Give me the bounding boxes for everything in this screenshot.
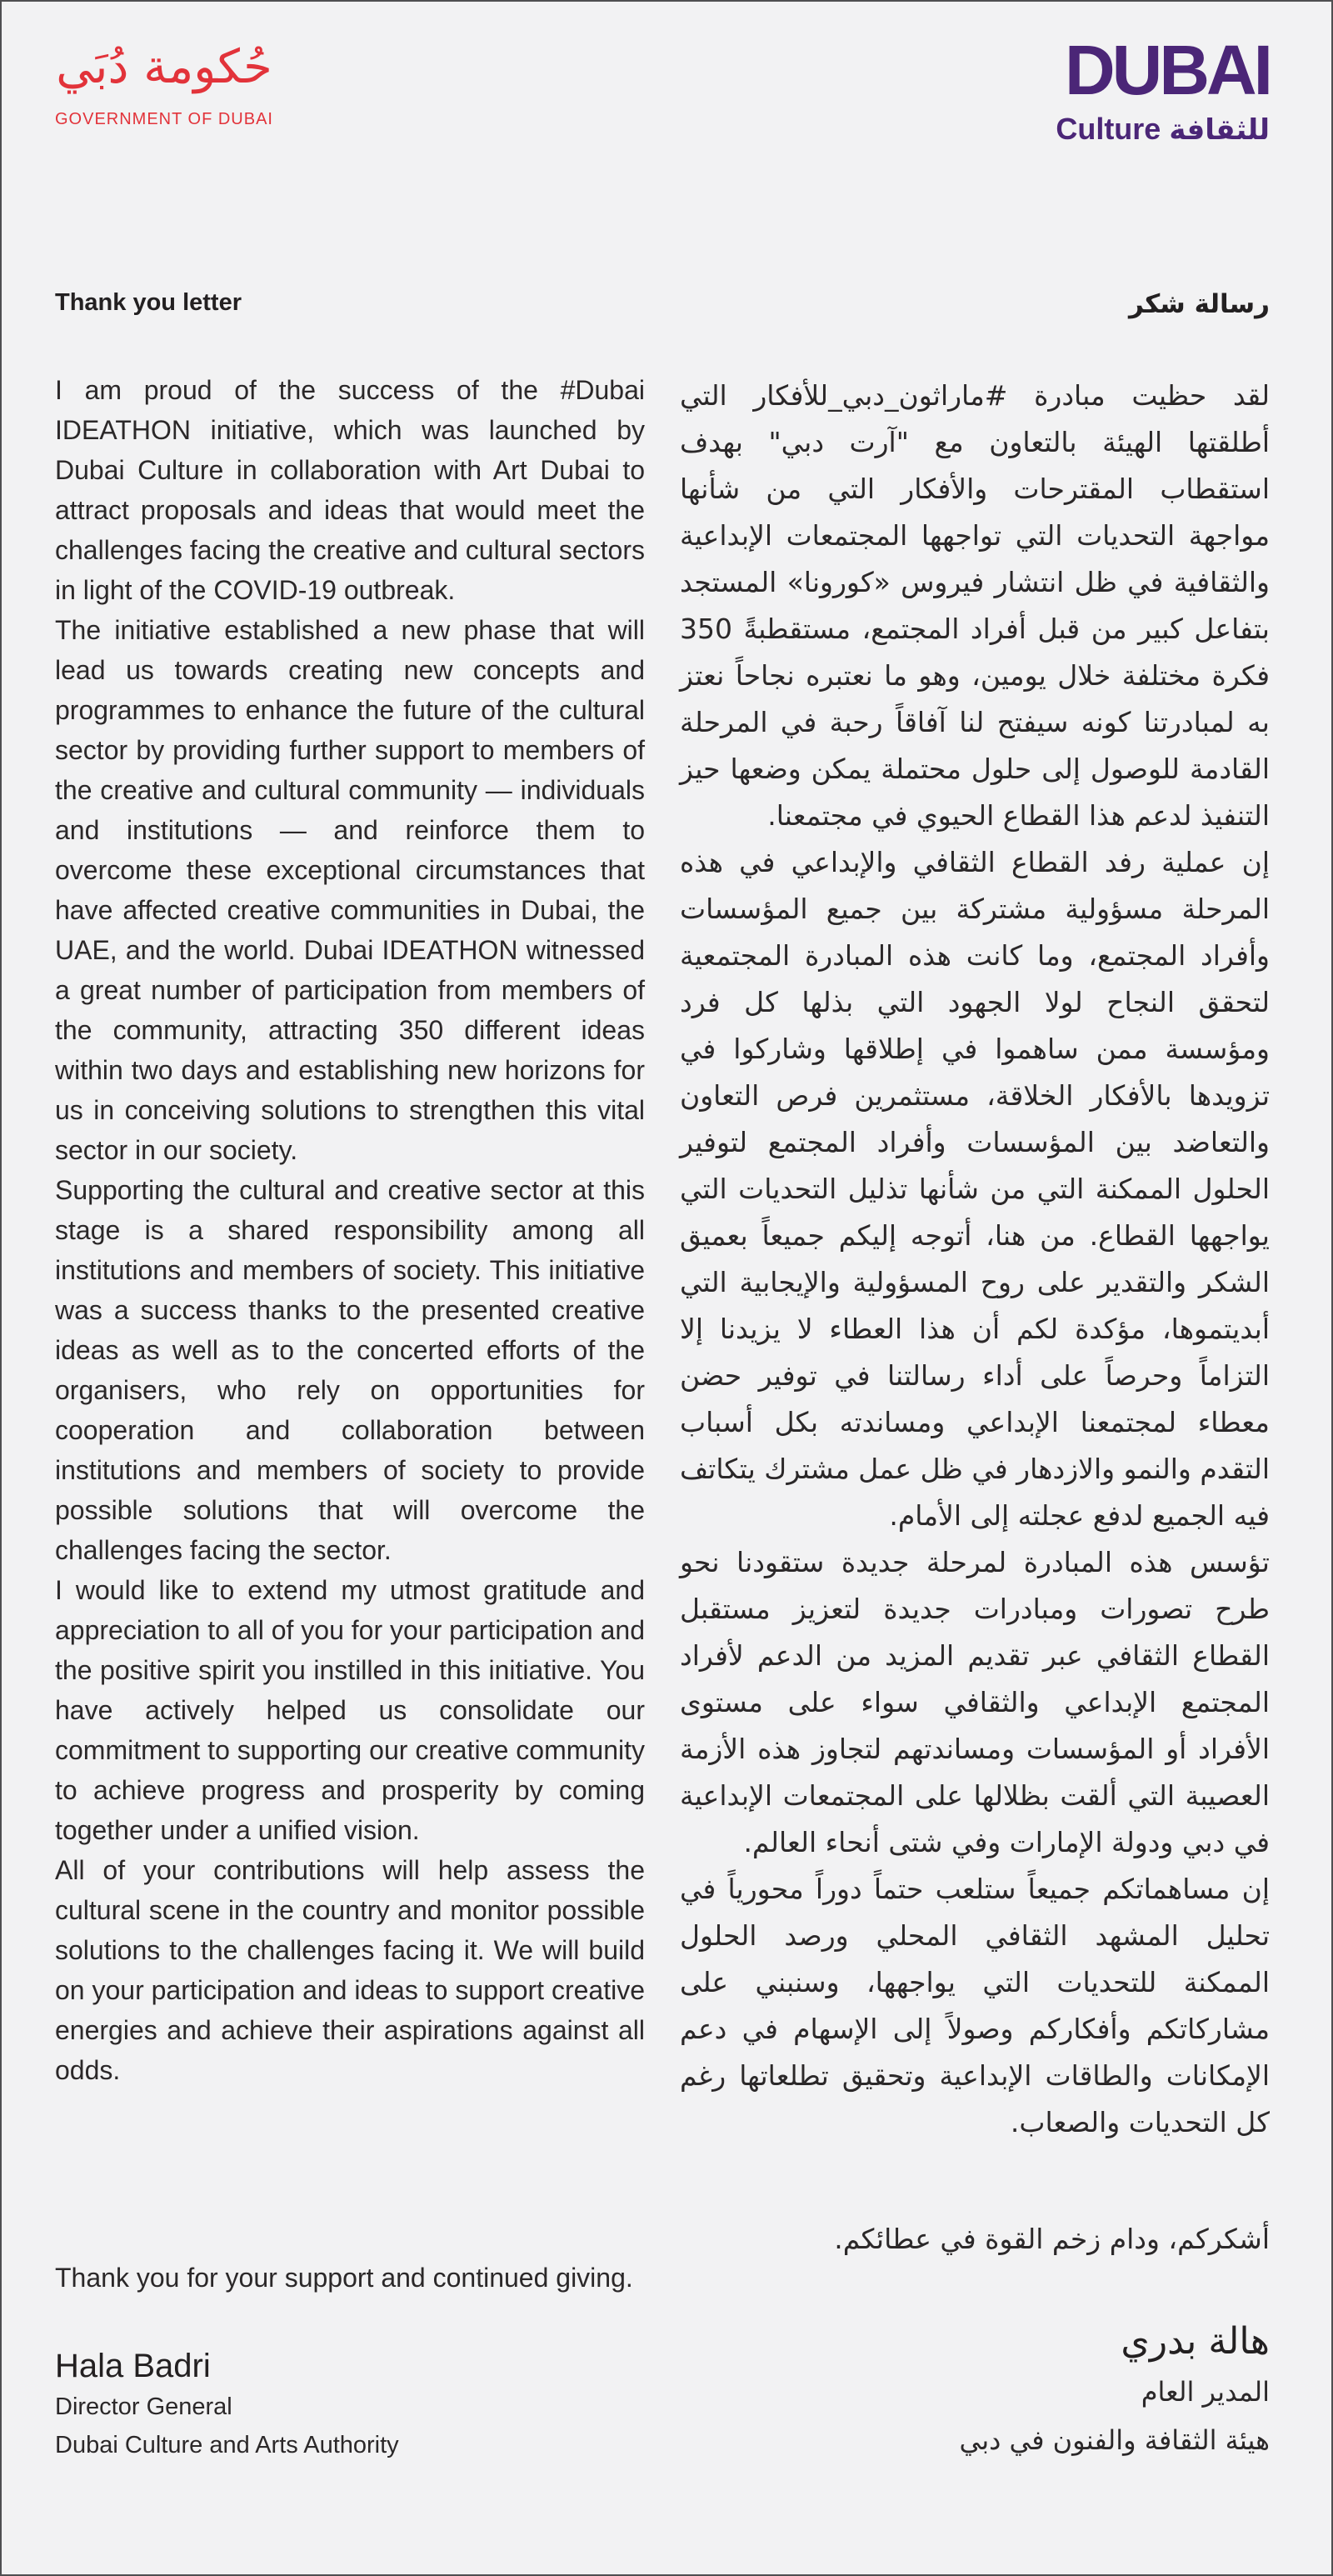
signatory-org-arabic: هيئة الثقافة والفنون في دبي: [959, 2424, 1270, 2456]
english-paragraph: The initiative established a new phase that will lead us towards creating new concepts and programmes to enhance the future of the cultural sector by providing further support to members of the creative and cultural community — individuals and institutions — and reinforce them to overcome these exceptional circumstances that have affected creative communities in Dubai, the UAE, and the world. Dubai IDEATHON witnessed a great number of participation from members of the community, attracting 350 different ideas within two days and establishing new horizons for us in conceiving solutions to strengthen this vital sector in our society.: [55, 615, 645, 1165]
dubai-wordmark-icon: DUBAI: [1065, 31, 1270, 109]
signatory-name-arabic: هالة بدري: [1121, 2320, 1270, 2363]
culture-latin-label: Culture: [1056, 112, 1161, 146]
english-closing: Thank you for your support and continued giving.: [55, 2263, 633, 2293]
letterhead: [2, 2, 1331, 160]
english-letter-title: Thank you letter: [55, 289, 242, 316]
english-paragraph: I would like to extend my utmost gratitude and appreciation to all of you for your participation and the positive spirit you instilled in this initiative. You have actively helped us consolidate our commitment to supporting our creative community to achieve progress and prosperity by coming together under a unified vision.: [55, 1575, 645, 1845]
arabic-letter-footer: [680, 2216, 1270, 2464]
letter-body: [2, 289, 1331, 2464]
arabic-paragraph: إن عملية رفد القطاع الثقافي والإبداعي في هذه المرحلة مسؤولية مشتركة بين جميع المؤسسات وأفراد المجتمع، وما كانت هذه المبادرة المجتمعية لتحقق النجاح لولا الجهود التي بذلها كل فرد ومؤسسة ممن ساهموا في إطلاقها وشاركوا في تزويدها بالأفكار الخلاقة، مستثمرين فرص التعاون والتعاضد بين المؤسسات وأفراد المجتمع لتوفير الحلول الممكنة التي من شأنها تذليل التحديات التي يواجهها القطاع. من هنا، أتوجه إليكم جميعاً بعميق الشكر والتقدير على روح المسؤولية والإيجابية التي أبديتموها، مؤكدة لكم أن هذا العطاء لا يزيدنا إلا التزاماً وحرصاً على أداء رسالتنا في توفير حضن معطاء لمجتمعنا الإبداعي ومساندته بكل أسباب التقدم والنمو والازدهار في ظل عمل مشترك يتكاتف فيه الجميع لدفع عجلته إلى الأمام.: [680, 846, 1270, 1532]
signatory-org-english: Dubai Culture and Arts Authority: [55, 2432, 399, 2458]
english-letter-text: [55, 370, 645, 2090]
arabic-paragraph: إن مساهماتكم جميعاً ستلعب حتماً دوراً محورياً في تحليل المشهد الثقافي المحلي ورصد الحلول الممكنة للتحديات التي يواجهها، وسنبني على مشاركاتكم وأفكاركم وصولاً إلى الإسهام في دعم الإمكانات والطاقات الإبداعية وتحقيق تطلعاتها رغم كل التحديات والصعاب.: [680, 1873, 1270, 2138]
english-letter-footer: [55, 2258, 645, 2464]
culture-logo-subline: [1056, 112, 1270, 147]
dubai-culture-logo: [1056, 32, 1270, 147]
signatory-name-english: Hala Badri: [55, 2348, 211, 2384]
arabic-letter-text: [680, 373, 1270, 2146]
signatory-role-english: Director General: [55, 2393, 232, 2420]
arabic-closing: أشكركم، ودام زخم القوة في عطائكم.: [834, 2223, 1270, 2255]
english-signature: [55, 2344, 645, 2464]
signatory-role-arabic: المدير العام: [1141, 2376, 1270, 2408]
arabic-paragraph: لقد حظيت مبادرة #ماراثون_دبي_للأفكار التي أطلقتها الهيئة بالتعاون مع "آرت دبي" بهدف استقطاب المقترحات والأفكار التي من شأنها مواجهة التحديات التي تواجهها المجتمعات الإبداعية والثقافية في ظل انتشار فيروس «كورونا» المستجد بتفاعل كبير من قبل أفراد المجتمع، مستقطبةً 350 فكرة مختلفة خلال يومين، وهو ما نعتبره نجاحاً نعتز به لمبادرتنا كونه سيفتح لنا آفاقاً رحبة في المرحلة القادمة للوصول إلى حلول محتملة يمكن وضعها حيز التنفيذ لدعم هذا القطاع الحيوي في مجتمعنا.: [680, 379, 1270, 832]
english-letter-column: [55, 289, 645, 2464]
arabic-letter-column: [680, 289, 1270, 2464]
culture-arabic-label: للثقافة: [1169, 113, 1270, 147]
english-paragraph: All of your contributions will help assess the cultural scene in the country and monitor possible solutions to the challenges facing it. We will build on your participation and ideas to support creative energies and achieve their aspirations against all odds.: [55, 1855, 645, 2085]
gov-dubai-caption: GOVERNMENT OF DUBAI: [55, 110, 273, 128]
gov-dubai-calligraphy-icon: حُكومة دُبَي: [56, 40, 272, 94]
arabic-letter-title: رسالة شكر: [1128, 289, 1270, 319]
arabic-signature: [680, 2316, 1270, 2464]
government-of-dubai-logo: [55, 32, 273, 129]
english-paragraph: I am proud of the success of the #Dubai IDEATHON initiative, which was launched by Dubai Culture in collaboration with Art Dubai to attract proposals and ideas that would meet the challenges facing the creative and cultural sectors in light of the COVID-19 outbreak.: [55, 375, 645, 605]
arabic-paragraph: تؤسس هذه المبادرة لمرحلة جديدة ستقودنا نحو طرح تصورات ومبادرات جديدة لتعزيز مستقبل القطاع الثقافي عبر تقديم المزيد من الدعم لأفراد المجتمع الإبداعي والثقافي سواء على مستوى الأفراد أو المؤسسات ومساندتهم لتجاوز هذه الأزمة العصيبة التي ألقت بظلالها على المجتمعات الإبداعية في دبي ودولة الإمارات وفي شتى أنحاء العالم.: [680, 1546, 1270, 1858]
english-paragraph: Supporting the cultural and creative sector at this stage is a shared responsibility among all institutions and members of society. This initiative was a success thanks to the presented creative ideas as well as to the concerted efforts of the organisers, who rely on opportunities for cooperation and collaboration between institutions and members of society to provide possible solutions that will overcome the challenges facing the sector.: [55, 1175, 645, 1565]
